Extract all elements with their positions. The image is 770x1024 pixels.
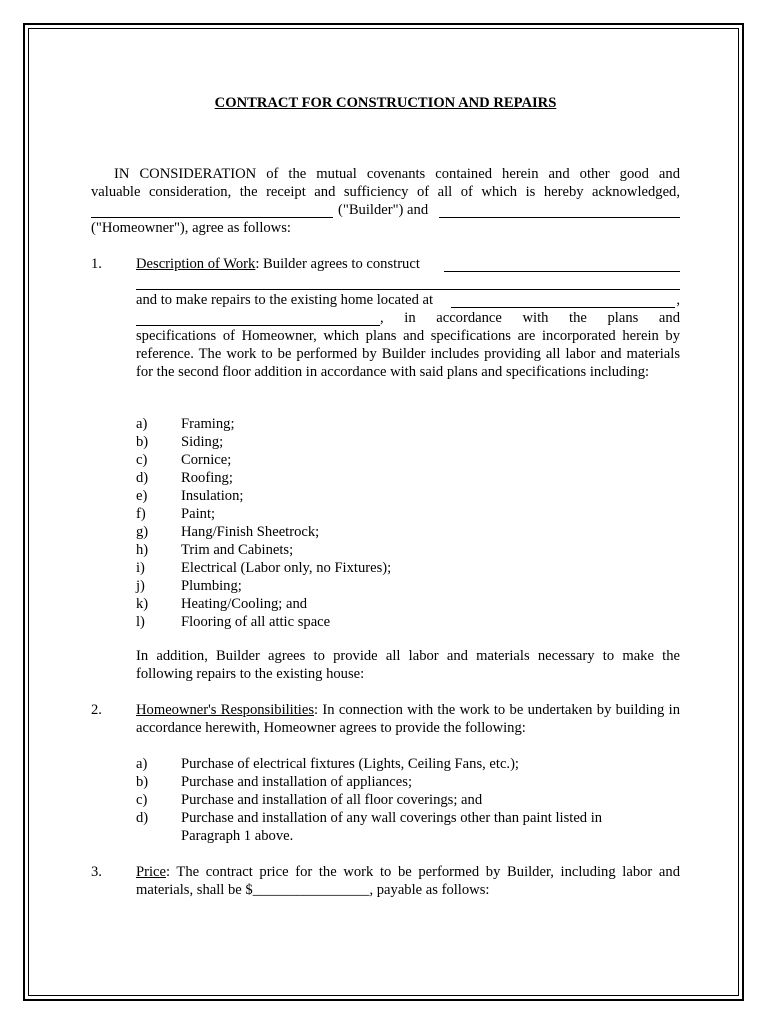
construct-blank[interactable] [444, 258, 680, 272]
section-3-heading: Price [136, 864, 166, 880]
builder-label: ("Builder") and [338, 202, 429, 218]
section-1-body: specifications of Homeowner, which plans and specifications are incorporated herein by reference. The work to be performed by Builder includes providing all labor and materials for the second floor addition in accordance with said plans and specifications including: [136, 328, 680, 380]
list-item: b) Purchase and installation of appliances; [136, 774, 412, 790]
list-item: f) Paint; [136, 506, 216, 522]
list-item: d) Roofing; [136, 470, 233, 486]
address-comma: , [676, 292, 680, 308]
section-3 [136, 863, 680, 899]
address-blank[interactable] [451, 294, 675, 308]
intro-line-4: ("Homeowner"), agree as follows: [91, 220, 291, 236]
address-blank-2[interactable] [136, 312, 380, 326]
repairs-lead: and to make repairs to the existing home located at [136, 292, 434, 308]
section-1-number: 1. [91, 256, 102, 272]
section-2-lead: : In connection with the work to be undertaken by building in accordance herewith, Homeowner agrees to provide the following: [136, 702, 680, 736]
list-item: a) Purchase of electrical fixtures (Lights, Ceiling Fans, etc.); [136, 756, 519, 772]
section-1-addition: In addition, Builder agrees to provide all labor and materials necessary to make the following repairs to the existing house: [136, 648, 680, 682]
accordance-text: , in accordance with the plans and [380, 310, 680, 326]
list-item: c) Purchase and installation of all floor coverings; and [136, 792, 483, 808]
section-2 [136, 701, 680, 737]
section-2-heading: Homeowner's Responsibilities [136, 702, 314, 718]
construct-blank-2[interactable] [136, 276, 680, 290]
intro-line-2: valuable consideration, the receipt and sufficiency of all of which is hereby acknowledged, [91, 184, 680, 200]
section-2-items [136, 755, 680, 845]
list-item: k) Heating/Cooling; and [136, 596, 308, 612]
document-title: CONTRACT FOR CONSTRUCTION AND REPAIRS [214, 95, 557, 111]
homeowner-blank[interactable] [439, 204, 680, 218]
list-item: j) Plumbing; [136, 578, 242, 594]
list-item: e) Insulation; [136, 488, 244, 504]
section-2-number: 2. [91, 702, 102, 718]
list-item: i) Electrical (Labor only, no Fixtures); [136, 560, 392, 576]
list-item: b) Siding; [136, 434, 224, 450]
list-item: l) Flooring of all attic space [136, 614, 331, 630]
list-item: h) Trim and Cabinets; [136, 542, 294, 558]
list-item: d) Purchase and installation of any wall coverings other than paint listed in [136, 810, 603, 826]
section-1-heading: Description of Work [136, 256, 256, 272]
list-item: Paragraph 1 above. [181, 828, 294, 844]
builder-blank[interactable] [91, 204, 333, 218]
section-1 [136, 255, 680, 381]
list-item: a) Framing; [136, 416, 235, 432]
intro-line-1: IN CONSIDERATION of the mutual covenants contained herein and other good and [114, 166, 680, 182]
section-3-number: 3. [91, 864, 102, 880]
section-1-items [136, 415, 680, 631]
list-item: g) Hang/Finish Sheetrock; [136, 524, 320, 540]
intro-parties-line [91, 201, 680, 219]
intro-paragraph [91, 165, 680, 237]
list-item: c) Cornice; [136, 452, 232, 468]
section-3-lead: : The contract price for the work to be performed by Builder, including labor and [166, 864, 680, 880]
section-3-line-2: materials, shall be $________________, payable as follows: [136, 882, 490, 898]
section-1-lead: : Builder agrees to construct [255, 256, 420, 272]
